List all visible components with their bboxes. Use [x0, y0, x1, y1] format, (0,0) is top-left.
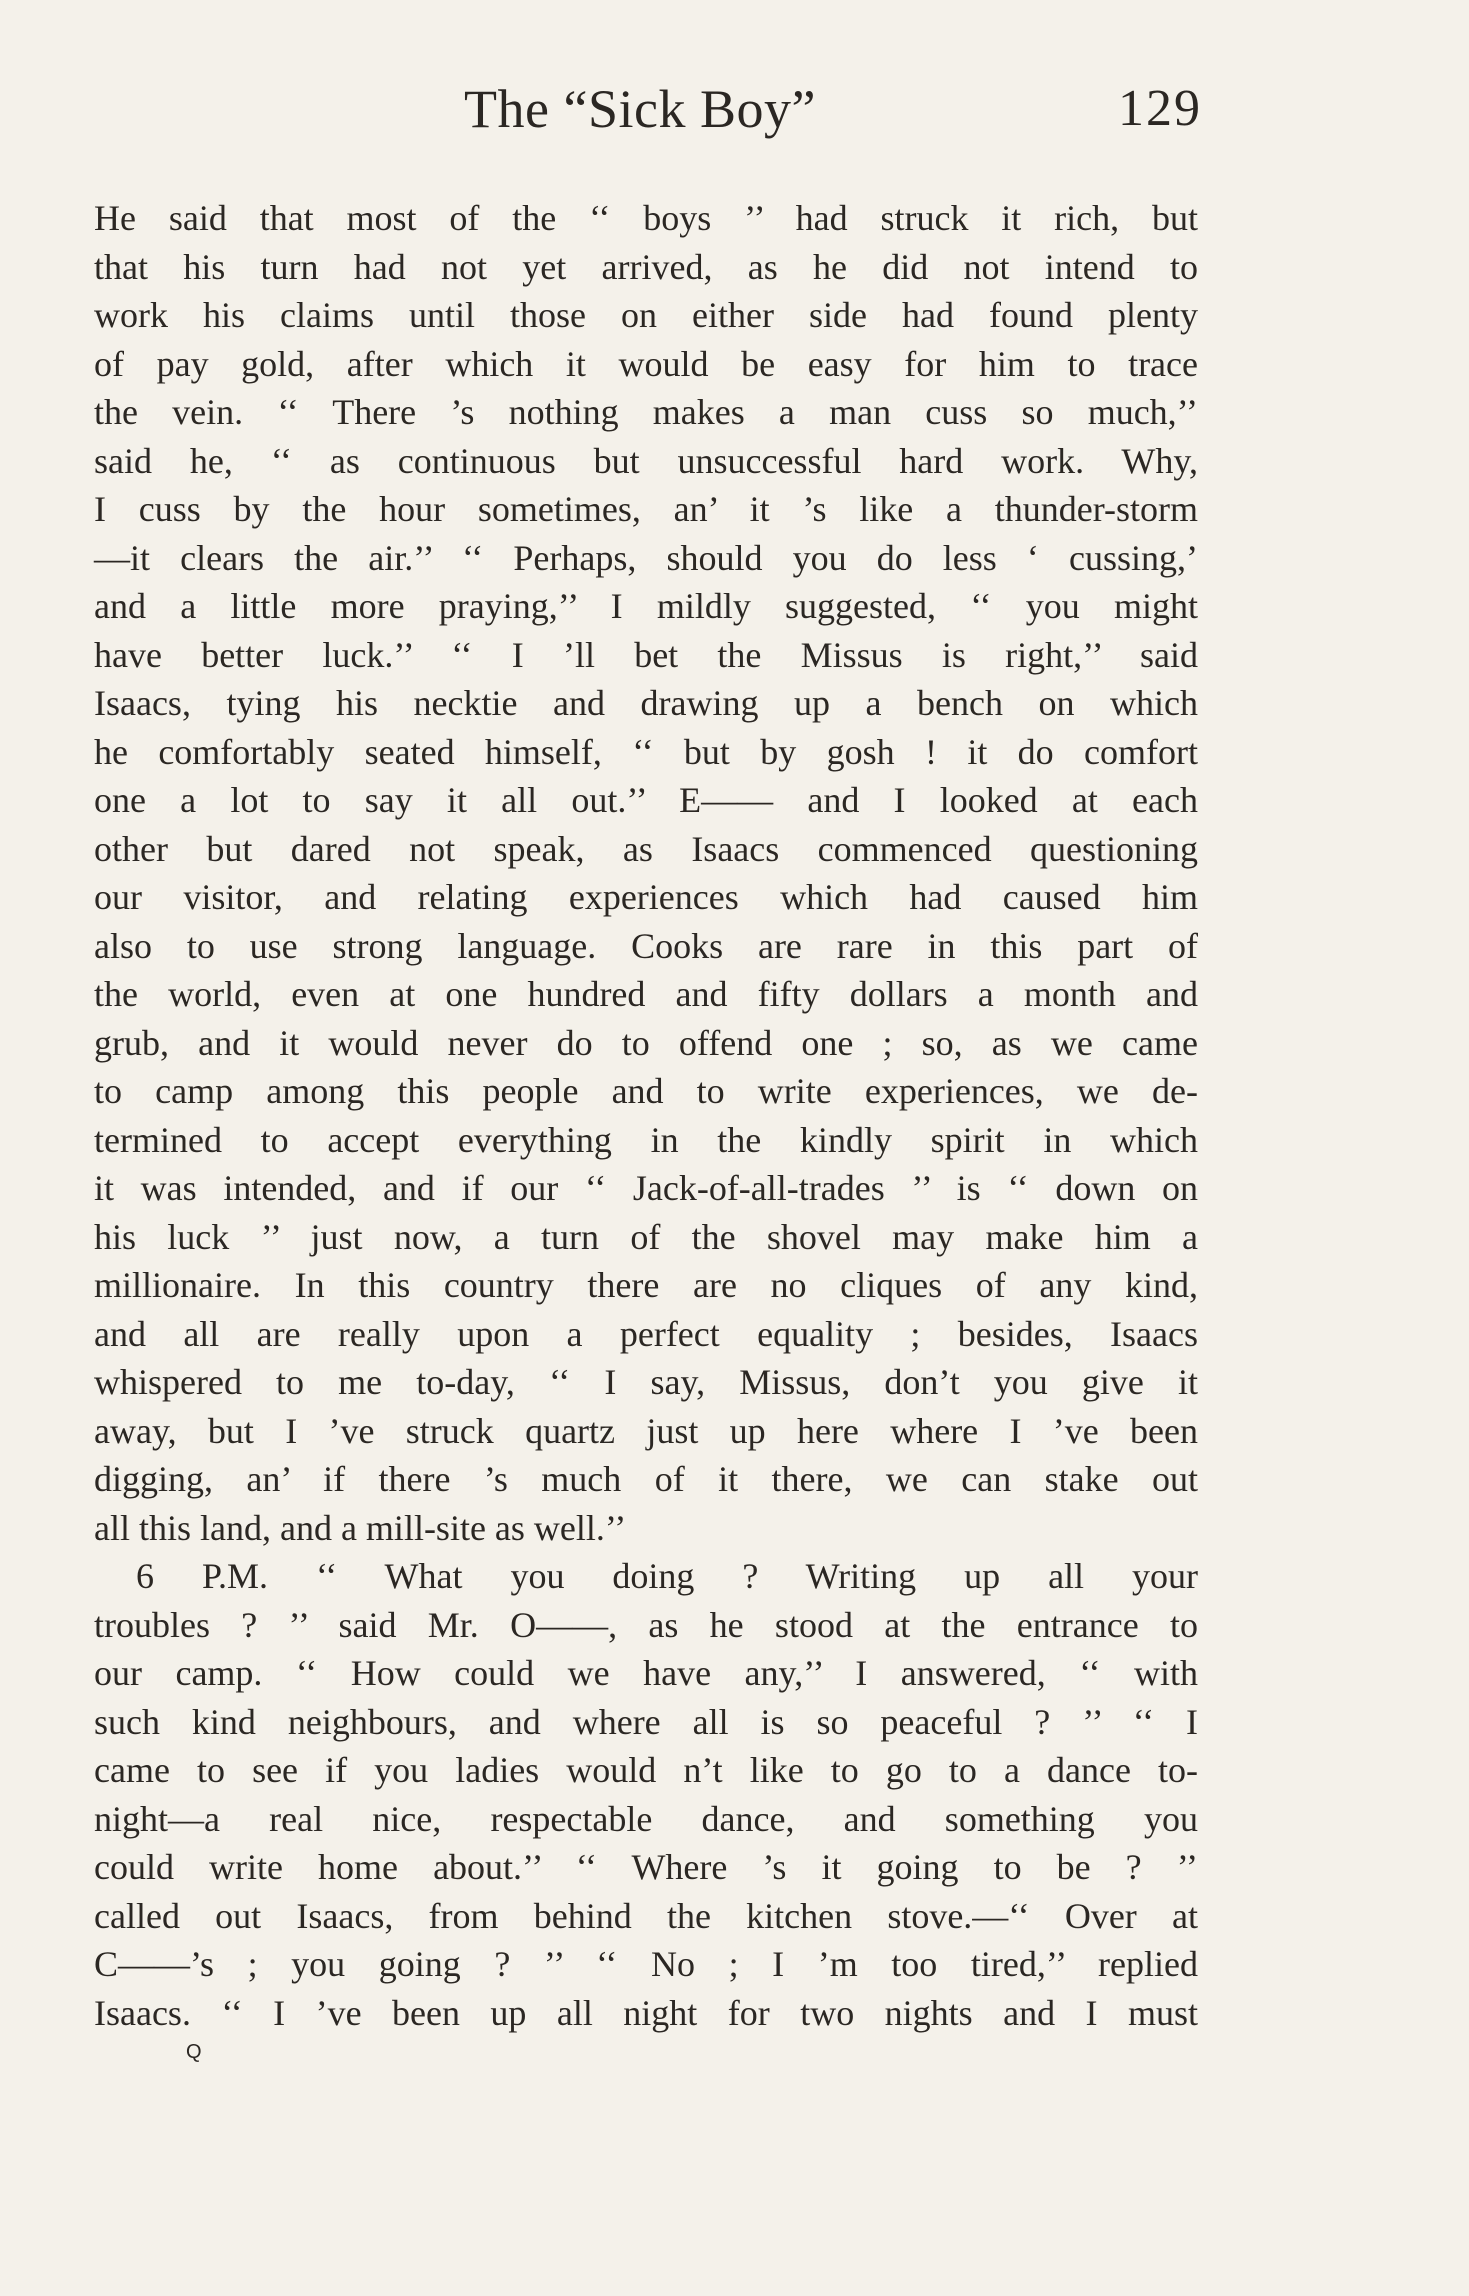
- text-line: millionaire. In this country there are no cliques of any kind,: [94, 1265, 1198, 1305]
- text-line: the world, even at one hundred and fifty dollars a month and: [94, 974, 1198, 1014]
- text-line: grub, and it would never do to offend one ; so, as we came: [94, 1022, 1198, 1063]
- text-line: termined to accept everything in the kindly spirit in which: [94, 1119, 1198, 1160]
- text-line: his luck ’’ just now, a turn of the shovel may make him a: [94, 1216, 1198, 1257]
- text-line: he comfortably seated himself, ‘‘ but by gosh ! it do comfort: [94, 731, 1198, 772]
- text-line: that his turn had not yet arrived, as he did not intend to: [94, 246, 1198, 287]
- text-line: Isaacs. ‘‘ I ’ve been up all night for two nights and I must: [94, 1992, 1198, 2033]
- page-number: 129: [1118, 80, 1202, 137]
- text-line: whispered to me to-day, ‘‘ I say, Missus, don’t you give it: [94, 1362, 1198, 1402]
- body-text: [94, 194, 1198, 2037]
- text-line: of pay gold, after which it would be easy for him to trace: [94, 343, 1198, 384]
- running-title: The “Sick Boy”: [464, 79, 816, 139]
- text-line: work his claims until those on either side had found plenty: [94, 295, 1198, 335]
- text-line: the vein. ‘‘ There ’s nothing makes a man cuss so much,’’: [94, 392, 1198, 432]
- text-line: Isaacs, tying his necktie and drawing up a bench on which: [94, 683, 1198, 723]
- text-line: and a little more praying,’’ I mildly suggested, ‘‘ you might: [94, 586, 1198, 626]
- text-line: night—a real nice, respectable dance, and something you: [94, 1798, 1198, 1839]
- text-line: could write home about.’’ ‘‘ Where ’s it going to be ? ’’: [94, 1847, 1198, 1887]
- text-line: also to use strong language. Cooks are rare in this part of: [94, 925, 1198, 966]
- text-line: other but dared not speak, as Isaacs commenced questioning: [94, 828, 1198, 869]
- paragraph-start-line: 6 P.M. ‘‘ What you doing ? Writing up all your: [136, 1556, 1198, 1596]
- text-line: digging, an’ if there ’s much of it there, we can stake out: [94, 1459, 1198, 1499]
- running-head: [0, 74, 1469, 144]
- text-line: said he, ‘‘ as continuous but unsuccessful hard work. Why,: [94, 440, 1198, 481]
- text-line: C——’s ; you going ? ’’ ‘‘ No ; I ’m too tired,’’ replied: [94, 1944, 1198, 1984]
- text-line: I cuss by the hour sometimes, an’ it ’s like a thunder-storm: [94, 489, 1198, 529]
- text-line: it was intended, and if our ‘‘ Jack-of-all-trades ’’ is ‘‘ down on: [94, 1168, 1198, 1208]
- text-line: have better luck.’’ ‘‘ I ’ll bet the Missus is right,’’ said: [94, 634, 1198, 675]
- text-line: called out Isaacs, from behind the kitchen stove.—‘‘ Over at: [94, 1895, 1198, 1936]
- text-line: troubles ? ’’ said Mr. O——, as he stood at the entrance to: [94, 1604, 1198, 1645]
- text-line: —it clears the air.’’ ‘‘ Perhaps, should you do less ‘ cussing,’: [94, 537, 1198, 578]
- text-line: and all are really upon a perfect equality ; besides, Isaacs: [94, 1313, 1198, 1354]
- text-line: our visitor, and relating experiences which had caused him: [94, 877, 1198, 917]
- text-line: our camp. ‘‘ How could we have any,’’ I answered, ‘‘ with: [94, 1653, 1198, 1693]
- text-line: to camp among this people and to write experiences, we de-: [94, 1071, 1198, 1111]
- text-line: He said that most of the ‘‘ boys ’’ had struck it rich, but: [94, 198, 1198, 238]
- text-line: such kind neighbours, and where all is so peaceful ? ’’ ‘‘ I: [94, 1701, 1198, 1742]
- text-line: away, but I ’ve struck quartz just up here where I ’ve been: [94, 1410, 1198, 1451]
- paragraph-end-line: all this land, and a mill-site as well.’’: [94, 1507, 627, 1548]
- text-line: one a lot to say it all out.’’ E—— and I looked at each: [94, 780, 1198, 820]
- text-line: came to see if you ladies would n’t like to go to a dance to-: [94, 1750, 1198, 1790]
- signature-mark: Q: [186, 2041, 202, 2063]
